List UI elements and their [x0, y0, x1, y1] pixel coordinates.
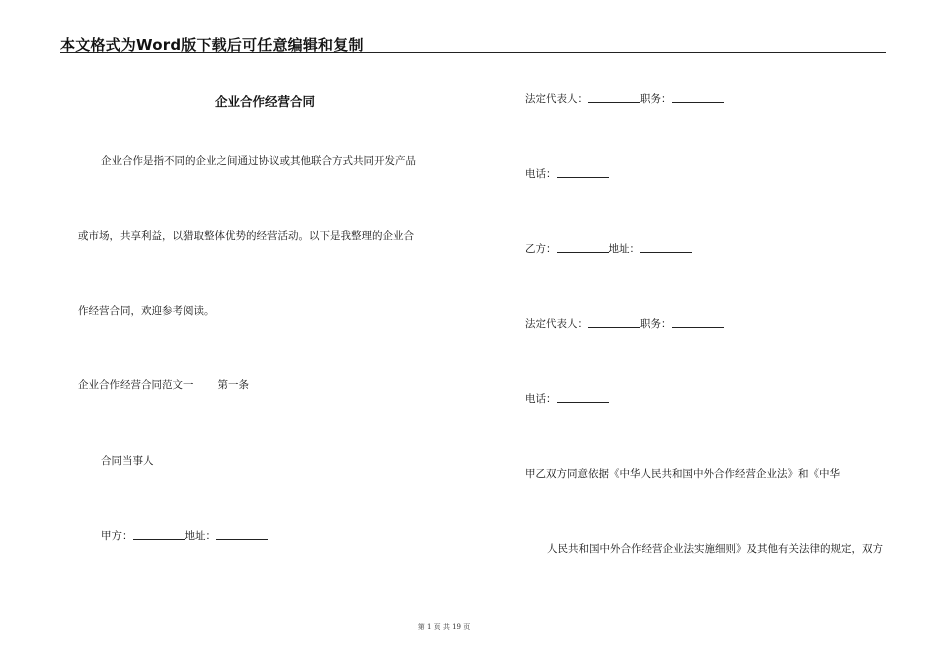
party-a-position-label: 职务： [640, 93, 672, 105]
document-title: 企业合作经营合同 [214, 94, 315, 109]
party-b-legal-rep-label: 法定代表人： [525, 318, 588, 330]
page-number-footer: 第 1 页 共 19 页 [417, 623, 471, 631]
agreement-paragraph-line-2: 人民共和国中外合作经营企业法实施细则》及其他有关法律的规定，双方 [547, 543, 883, 555]
agreement-paragraph-line-1: 甲乙双方同意依据《中华人民共和国中外合作经营企业法》和《中华 [525, 468, 840, 480]
party-a-phone-label: 电话： [525, 168, 557, 180]
party-a-legal-rep-label: 法定代表人： [525, 93, 588, 105]
party-b-line [525, 242, 692, 256]
party-b-phone-line [525, 392, 609, 406]
intro-paragraph-line-2: 或市场，共享利益，以猎取整体优势的经营活动。以下是我整理的企业合 [78, 230, 414, 242]
document-header-banner: 本文格式为Word版下载后可任意编辑和复制 [60, 36, 364, 54]
sample-heading: 企业合作经营合同范文一 [78, 379, 194, 391]
parties-label: 合同当事人 [101, 455, 154, 467]
party-a-position-blank[interactable] [672, 92, 724, 103]
intro-paragraph-line-1: 企业合作是指不同的企业之间通过协议或其他联合方式共同开发产品 [101, 155, 416, 167]
party-b-address-blank[interactable] [640, 242, 692, 253]
sample-heading-line [78, 378, 249, 392]
article-label: 第一条 [217, 379, 249, 391]
party-b-legal-rep-line [525, 317, 724, 331]
party-b-position-label: 职务： [640, 318, 672, 330]
party-b-phone-blank[interactable] [557, 392, 609, 403]
party-a-line [101, 529, 268, 543]
intro-paragraph-line-3: 作经营合同，欢迎参考阅读。 [78, 305, 215, 317]
party-a-address-blank[interactable] [216, 529, 268, 540]
party-b-address-label: 地址： [608, 243, 640, 255]
party-b-legal-rep-blank[interactable] [588, 317, 640, 328]
party-a-legal-rep-line [525, 92, 724, 106]
party-b-label: 乙方： [525, 243, 557, 255]
party-a-name-blank[interactable] [133, 529, 185, 540]
party-b-position-blank[interactable] [672, 317, 724, 328]
header-divider [60, 52, 886, 53]
party-a-label: 甲方： [101, 530, 133, 542]
party-b-phone-label: 电话： [525, 393, 557, 405]
party-a-phone-blank[interactable] [557, 167, 609, 178]
party-a-address-label: 地址： [184, 530, 216, 542]
party-a-phone-line [525, 167, 609, 181]
party-b-name-blank[interactable] [557, 242, 609, 253]
party-a-legal-rep-blank[interactable] [588, 92, 640, 103]
